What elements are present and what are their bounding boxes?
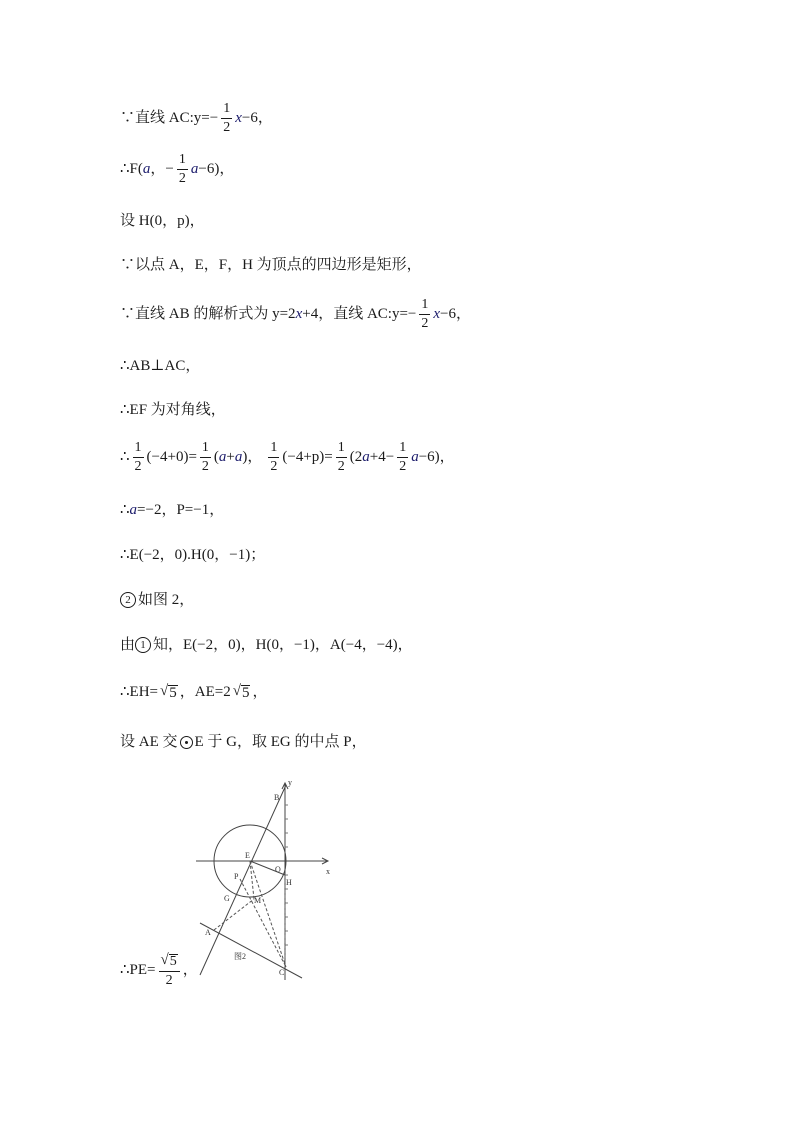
label-x: x <box>326 867 330 876</box>
numerator: 1 <box>268 441 279 458</box>
var-a: a <box>411 449 419 465</box>
text: =−2，P=−1， <box>137 502 225 518</box>
denominator: 2 <box>134 459 142 474</box>
fraction <box>221 102 232 135</box>
denominator: 2 <box>223 120 231 135</box>
var-x: x <box>235 110 242 126</box>
text: (−4+p)= <box>282 449 333 465</box>
line-ac-equation <box>120 102 273 135</box>
label-m: M <box>254 896 262 905</box>
radicand: 5 <box>169 954 177 969</box>
fraction <box>159 953 180 988</box>
var-x: x <box>433 306 441 322</box>
text: ∵直线 AC:y=− <box>120 110 219 126</box>
text: 设 AE 交 <box>120 734 178 750</box>
text: ∴EH= <box>120 684 158 700</box>
line-point-f <box>120 153 234 186</box>
denominator: 2 <box>399 459 407 474</box>
line-set-h <box>120 214 205 229</box>
numerator: 1 <box>177 153 188 170</box>
text: ∴AB⊥AC， <box>120 358 201 374</box>
numerator: 1 <box>221 102 232 119</box>
line-points-e-h <box>120 548 265 563</box>
label-g: G <box>224 894 230 903</box>
numerator: 1 <box>336 441 347 458</box>
line-midpoint-p <box>120 735 367 750</box>
line-midpoint-equations <box>120 441 455 474</box>
text: )， <box>242 449 263 465</box>
label-h: H <box>286 878 292 887</box>
text: 如图 2， <box>138 591 195 608</box>
fraction <box>268 441 279 474</box>
square-root <box>233 684 251 701</box>
fraction <box>133 441 144 474</box>
text: E 于 G，取 EG 的中点 P， <box>194 734 367 750</box>
denominator: 2 <box>337 459 345 474</box>
circled-number: 2 <box>120 592 136 608</box>
text: + <box>226 449 235 465</box>
radical-sign: √ <box>160 952 169 968</box>
fraction <box>397 441 408 474</box>
square-root <box>161 953 178 969</box>
line-diagonal <box>120 403 226 418</box>
fraction <box>336 441 347 474</box>
text: ∴ <box>120 449 130 465</box>
fraction <box>200 441 211 474</box>
text: ∴E(−2，0).H(0，−1)； <box>120 547 266 563</box>
text: ， <box>252 684 268 700</box>
denominator: 2 <box>178 171 186 186</box>
var-a: a <box>190 161 199 177</box>
text: ∴EF 为对角线， <box>120 402 226 418</box>
dashed-a-m <box>214 899 254 930</box>
line-rectangle <box>120 258 422 273</box>
circle-dot-icon <box>180 736 193 749</box>
label-p: P <box>234 872 239 881</box>
circled-number: 1 <box>135 637 151 653</box>
radical-sign: √ <box>232 683 241 699</box>
text: (2 <box>349 449 363 465</box>
line-perpendicular <box>120 359 200 374</box>
numerator: 1 <box>397 441 408 458</box>
text: 设 H(0，p)， <box>120 213 205 229</box>
text: ∵以点 A，E，F，H 为顶点的四边形是矩形， <box>120 257 422 273</box>
denominator: 2 <box>421 316 429 331</box>
line-solution-a-p <box>120 503 224 518</box>
denominator: 2 <box>201 459 209 474</box>
text: (−4+0)= <box>146 449 197 465</box>
text: +4，直线 AC:y=− <box>302 306 417 322</box>
text: ∵直线 AB 的解析式为 y=2 <box>120 306 296 322</box>
dashed-p-c <box>240 879 286 967</box>
fraction <box>177 153 188 186</box>
text: 知，E(−2，0)，H(0，−1)，A(−4，−4)， <box>153 636 413 653</box>
text: ∴ <box>120 502 130 518</box>
label-o: O <box>275 865 281 874</box>
square-root <box>160 684 178 701</box>
line-part-2 <box>120 592 194 608</box>
text: −6， <box>241 110 273 126</box>
text: 由 <box>120 636 136 653</box>
radical-sign: √ <box>160 683 169 699</box>
denominator: 2 <box>270 459 278 474</box>
radicand: 5 <box>241 685 250 701</box>
var-a: a <box>362 449 370 465</box>
numerator: 1 <box>419 298 430 315</box>
text: ∴PE= <box>120 962 156 978</box>
var-a: a <box>129 502 138 518</box>
label-c: C <box>279 968 285 977</box>
line-eh-ae <box>120 684 267 701</box>
text: +4− <box>369 449 395 465</box>
text: ，− <box>150 161 174 177</box>
label-e: E <box>245 851 250 860</box>
dashed-e-c <box>250 861 286 967</box>
var-a: a <box>218 449 227 465</box>
text: ，AE=2 <box>179 684 231 700</box>
text: −6， <box>440 306 472 322</box>
numerator: 1 <box>200 441 211 458</box>
var-a: a <box>142 161 151 177</box>
line-pe <box>120 953 198 988</box>
text: ， <box>182 962 198 978</box>
text: ( <box>213 449 219 465</box>
var-x: x <box>295 306 303 322</box>
figure-caption: 图2 <box>234 952 246 961</box>
text: ∴F( <box>120 161 143 177</box>
label-b: B <box>274 793 280 802</box>
denominator: 2 <box>165 973 173 988</box>
label-a: A <box>205 928 211 937</box>
fraction <box>419 298 430 331</box>
text: −6)， <box>418 449 455 465</box>
text: −6)， <box>198 161 235 177</box>
line-ab-ac <box>120 298 471 331</box>
radicand: 5 <box>169 685 177 701</box>
var-a: a <box>234 449 243 465</box>
figure-2-diagram <box>196 775 338 985</box>
numerator: 1 <box>133 441 144 458</box>
numerator <box>159 953 180 972</box>
line-from-part-1 <box>120 637 413 653</box>
label-y: y <box>288 778 292 787</box>
